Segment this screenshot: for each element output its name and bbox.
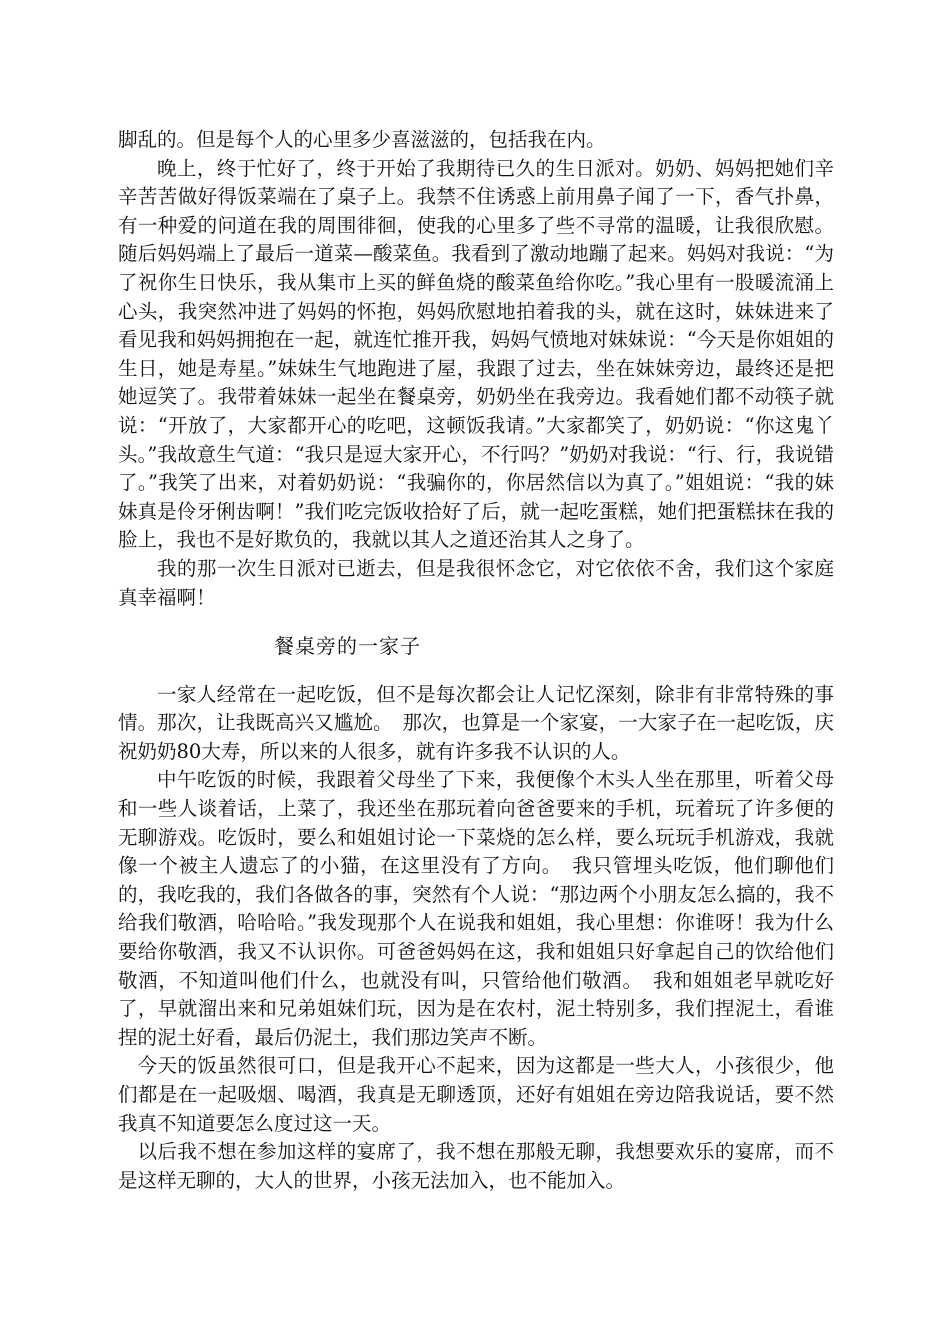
paragraph: 我的那一次生日派对已逝去，但是我很怀念它，对它依依不舍，我们这个家庭真幸福啊！ xyxy=(118,556,834,609)
paragraph: 以后我不想在参加这样的宴席了，我不想在那般无聊，我想要欢乐的宴席，而不是这样无聊的，大人的世界，小孩无法加入，也不能加入。 xyxy=(118,1140,834,1192)
paragraph: 中午吃饭的时候，我跟着父母坐了下来，我便像个木头人坐在那里，听着父母和一些人谈着话，上菜了，我还坐在那玩着向爸爸要来的手机，玩着玩了许多便的无聊游戏。吃饭时，要么和姐姐讨论一下菜烧的怎么样，要么玩玩手机游戏，我就像一个被主人遗忘了的小猫，在这里没有了方向。 我只管埋头吃饭，他们聊他们的，我吃我的，我们各做各的事，突然有个人说：“那边两个小朋友怎么搞的，我不给我们敬酒，哈哈哈。”我发现那个人在说我和姐姐，我心里想：你谁呀！我为什么要给你敬酒，我又不认识你。可爸爸妈妈在这，我和姐姐只好拿起自己的饮给他们敬酒，不知道叫他们什么，也就没有叫，只管给他们敬酒。 我和姐姐老早就吃好了，早就溜出来和兄弟姐妹们玩，因为是在农村，泥土特别多，我们捏泥土，看谁捏的泥土好看，最后仍泥土，我们那边笑声不断。 xyxy=(118,768,834,1049)
paragraph: 晚上，终于忙好了，终于开始了我期待已久的生日派对。奶奶、妈妈把她们辛辛苦苦做好得饭菜端在了桌子上。我禁不住诱惑上前用鼻子闻了一下，香气扑鼻，有一种爱的问道在我的周围徘徊，使我的心里多了些不寻常的温暖，让我很欣慰。随后妈妈端上了最后一道菜—酸菜鱼。我看到了激动地蹦了起来。妈妈对我说：“为了祝你生日快乐，我从集市上买的鲜鱼烧的酸菜鱼给你吃。”我心里有一股暖流涌上心头，我突然冲进了妈妈的怀抱，妈妈欣慰地拍着我的头，就在这时，妹妹进来了看见我和妈妈拥抱在一起，就连忙推开我，妈妈气愤地对妹妹说：“今天是你姐姐的生日，她是寿星。”妹妹生气地跑进了屋，我跟了过去，坐在妹妹旁边，最终还是把她逗笑了。我带着妹妹一起坐在餐桌旁，奶奶坐在我旁边。我看她们都不动筷子就说：“开放了，大家都开心的吃吧，这顿饭我请。”大家都笑了，奶奶说：“你这鬼丫头。”我故意生气道：“我只是逗大家开心，不行吗？”奶奶对我说：“行、行，我说错了。”我笑了出来，对着奶奶说：“我骗你的，你居然信以为真了。”姐姐说：“我的妹妹真是伶牙俐齿啊！”我们吃完饭收拾好了后，就一起吃蛋糕，她们把蛋糕抹在我的脸上，我也不是好欺负的，我就以其人之道还治其人之身了。 xyxy=(118,156,834,552)
document-page xyxy=(118,126,834,1195)
paragraph: 今天的饭虽然很可口，但是我开心不起来，因为这都是一些大人，小孩很少，他们都是在一起吸烟、喝酒，我真是无聊透顶，还好有姐姐在旁边陪我说话，要不然我真不知道要怎么度过这一天。 xyxy=(118,1054,834,1135)
section-title: 餐桌旁的一家子 xyxy=(274,634,421,659)
paragraph: 一家人经常在一起吃饭，但不是每次都会让人记忆深刻，除非有非常特殊的事情。那次，让我既高兴又尴尬。 那次，也算是一个家宴，一大家子在一起吃饭，庆祝奶奶80大寿，所以来的人很多，就有许多我不认识的人。 xyxy=(118,682,834,763)
paragraph: 脚乱的。但是每个人的心里多少喜滋滋的，包括我在内。 xyxy=(118,128,606,151)
